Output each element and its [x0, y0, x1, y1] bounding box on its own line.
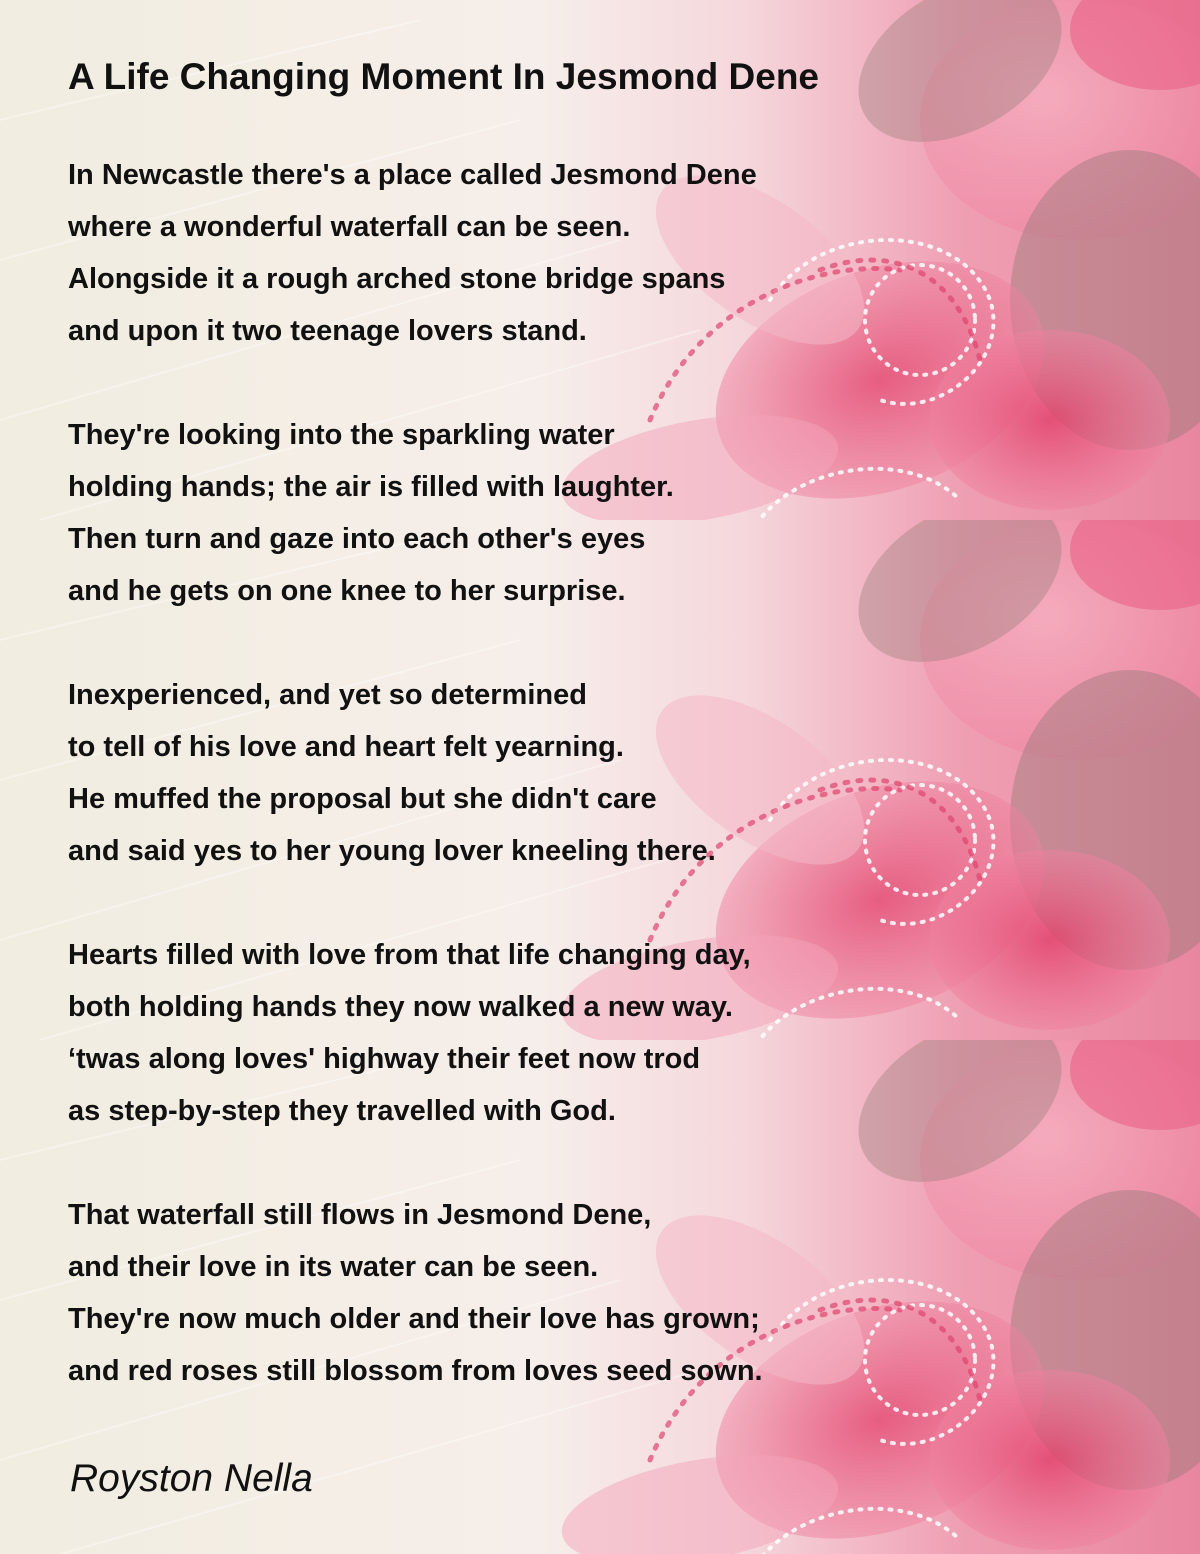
- poem-line: That waterfall still flows in Jesmond Dene,: [68, 1199, 652, 1231]
- poem-line: Then turn and gaze into each other's eyes: [68, 523, 646, 555]
- poem-line: He muffed the proposal but she didn't care: [68, 783, 657, 815]
- poem-line: and upon it two teenage lovers stand.: [68, 315, 587, 347]
- poem-line: to tell of his love and heart felt yearning.: [68, 731, 624, 763]
- stanza-2: [68, 409, 968, 617]
- poem-line: and said yes to her young lover kneeling there.: [68, 835, 716, 867]
- poem-line: and red roses still blossom from loves seed sown.: [68, 1355, 763, 1387]
- poem-line: In Newcastle there's a place called Jesmond Dene: [68, 159, 757, 191]
- poem-body: [68, 149, 968, 1449]
- stanza-3: [68, 669, 968, 877]
- poem-title: A Life Changing Moment In Jesmond Dene: [68, 56, 820, 97]
- poem-line: Inexperienced, and yet so determined: [68, 679, 587, 711]
- poem-line: as step-by-step they travelled with God.: [68, 1095, 616, 1127]
- poem-line: Hearts filled with love from that life changing day,: [68, 939, 751, 971]
- poem-line: where a wonderful waterfall can be seen.: [68, 211, 631, 243]
- poem-line: both holding hands they now walked a new way.: [68, 991, 733, 1023]
- poem-line: They're looking into the sparkling water: [68, 419, 615, 451]
- poem-line: and their love in its water can be seen.: [68, 1251, 599, 1283]
- stanza-5: [68, 1189, 968, 1397]
- poem-line: holding hands; the air is filled with laughter.: [68, 471, 674, 503]
- poem-line: ‘twas along loves' highway their feet now trod: [68, 1043, 701, 1075]
- poem-author: Royston Nella: [70, 1457, 313, 1500]
- poem-line: They're now much older and their love has grown;: [68, 1303, 760, 1335]
- stanza-4: [68, 929, 968, 1137]
- poem-line: Alongside it a rough arched stone bridge spans: [68, 263, 726, 295]
- stanza-1: [68, 149, 968, 357]
- poem-line: and he gets on one knee to her surprise.: [68, 575, 626, 607]
